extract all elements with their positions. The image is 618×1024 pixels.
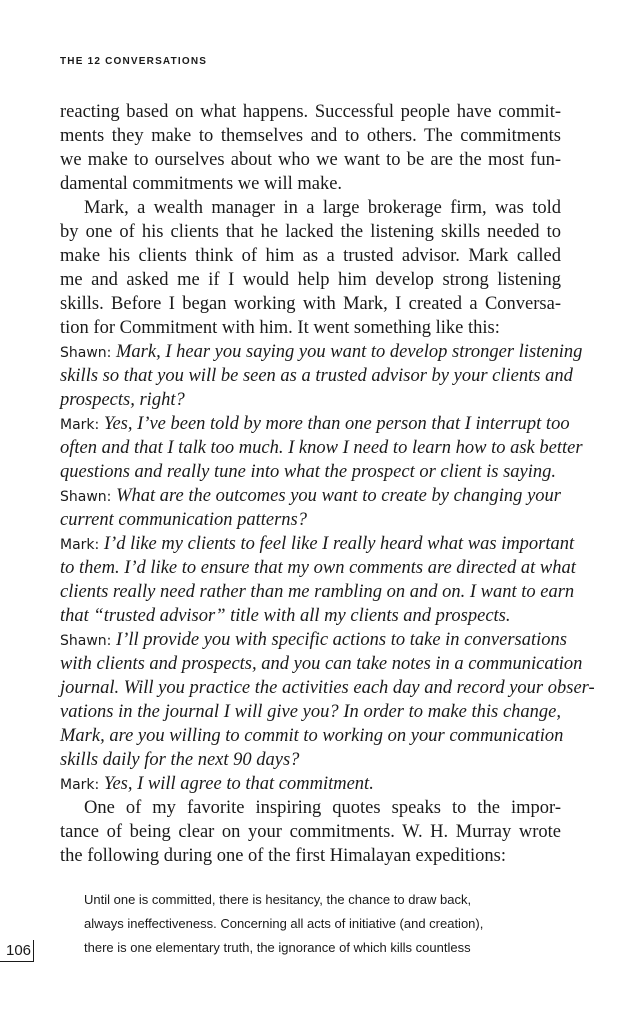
dialogue-turn <box>60 532 576 628</box>
blockquote <box>60 888 544 960</box>
paragraph <box>60 796 561 868</box>
page-number: 106 <box>0 940 34 962</box>
text-line: tion for Commitment with him. It went something like this: <box>60 318 500 338</box>
text-line: skills. Before I began working with Mark, I created a Conversa- <box>60 294 561 314</box>
page-body <box>60 100 595 960</box>
running-head: THE 12 CONVERSATIONS <box>60 56 208 67</box>
text-line: ments they make to themselves and to others. The commitments <box>60 126 561 146</box>
text-line: vations in the journal I will give you? In order to make this change, <box>60 702 561 722</box>
text-line: we make to ourselves about who we want to be are the most fun- <box>60 150 561 170</box>
text-line <box>60 628 567 652</box>
text-line: with clients and prospects, and you can take notes in a communication <box>60 654 583 674</box>
text-line: tance of being clear on your commitments. W. H. Murray wrote <box>60 822 561 842</box>
text-line <box>60 532 575 556</box>
dialogue <box>60 340 595 796</box>
text-line: Mark, are you willing to commit to working on your communication <box>60 726 564 746</box>
text-line: the following during one of the first Himalayan expeditions: <box>60 846 506 866</box>
text-line: clients really need rather than me rambling on and on. I want to earn <box>60 582 575 602</box>
speaker-label: Shawn: <box>60 345 112 361</box>
dialogue-turn <box>60 412 583 484</box>
text-line: me and asked me if I would help him develop strong listening <box>60 270 561 290</box>
speaker-label: Shawn: <box>60 489 112 505</box>
speaker-label: Mark: <box>60 537 100 553</box>
text-line: One of my favorite inspiring quotes speaks to the impor- <box>84 798 561 818</box>
dialogue-text: I’d like my clients to feel like I really heard what was important <box>103 534 575 554</box>
speaker-label: Shawn: <box>60 633 112 649</box>
quote-line: always ineffectiveness. Concerning all acts of initiative (and creation), <box>84 916 484 931</box>
dialogue-text: I’ll provide you with specific actions to take in conversations <box>116 630 567 650</box>
paragraph <box>60 196 561 340</box>
text-line: questions and really tune into what the prospect or client is saying. <box>60 462 557 482</box>
text-line: journal. Will you practice the activities each day and record your obser- <box>60 678 595 698</box>
dialogue-turn <box>60 628 595 772</box>
dialogue-text: What are the outcomes you want to create by changing your <box>116 486 562 506</box>
dialogue-turn <box>60 484 561 532</box>
text-line <box>60 340 583 364</box>
speaker-label: Mark: <box>60 777 100 793</box>
dialogue-text: Yes, I’ve been told by more than one person that I interrupt too <box>103 414 570 434</box>
text-line: damental commitments we will make. <box>60 174 343 194</box>
dialogue-text: Yes, I will agree to that commitment. <box>103 774 374 794</box>
paragraph <box>60 100 561 196</box>
text-line: to them. I’d like to ensure that my own comments are directed at what <box>60 558 576 578</box>
speaker-label: Mark: <box>60 417 100 433</box>
text-line: reacting based on what happens. Successful people have commit- <box>60 102 561 122</box>
dialogue-turn <box>60 772 561 796</box>
text-line: by one of his clients that he lacked the listening skills needed to <box>60 222 561 242</box>
text-line: Mark, a wealth manager in a large brokerage firm, was told <box>84 198 561 218</box>
text-line: often and that I talk too much. I know I need to learn how to ask better <box>60 438 583 458</box>
dialogue-text: Mark, I hear you saying you want to develop stronger listening <box>116 342 583 362</box>
text-line <box>60 484 561 508</box>
text-line: skills so that you will be seen as a trusted advisor by your clients and <box>60 366 573 386</box>
text-line: prospects, right? <box>60 390 185 410</box>
quote-line: there is one elementary truth, the ignorance of which kills countless <box>84 940 471 955</box>
dialogue-turn <box>60 340 583 412</box>
text-line: skills daily for the next 90 days? <box>60 750 300 770</box>
text-line: make his clients think of him as a trusted advisor. Mark called <box>60 246 561 266</box>
quote-line: Until one is committed, there is hesitancy, the chance to draw back, <box>84 892 472 907</box>
text-line: current communication patterns? <box>60 510 307 530</box>
text-line <box>60 772 561 796</box>
text-line <box>60 412 570 436</box>
text-line: that “trusted advisor” title with all my clients and prospects. <box>60 606 511 626</box>
